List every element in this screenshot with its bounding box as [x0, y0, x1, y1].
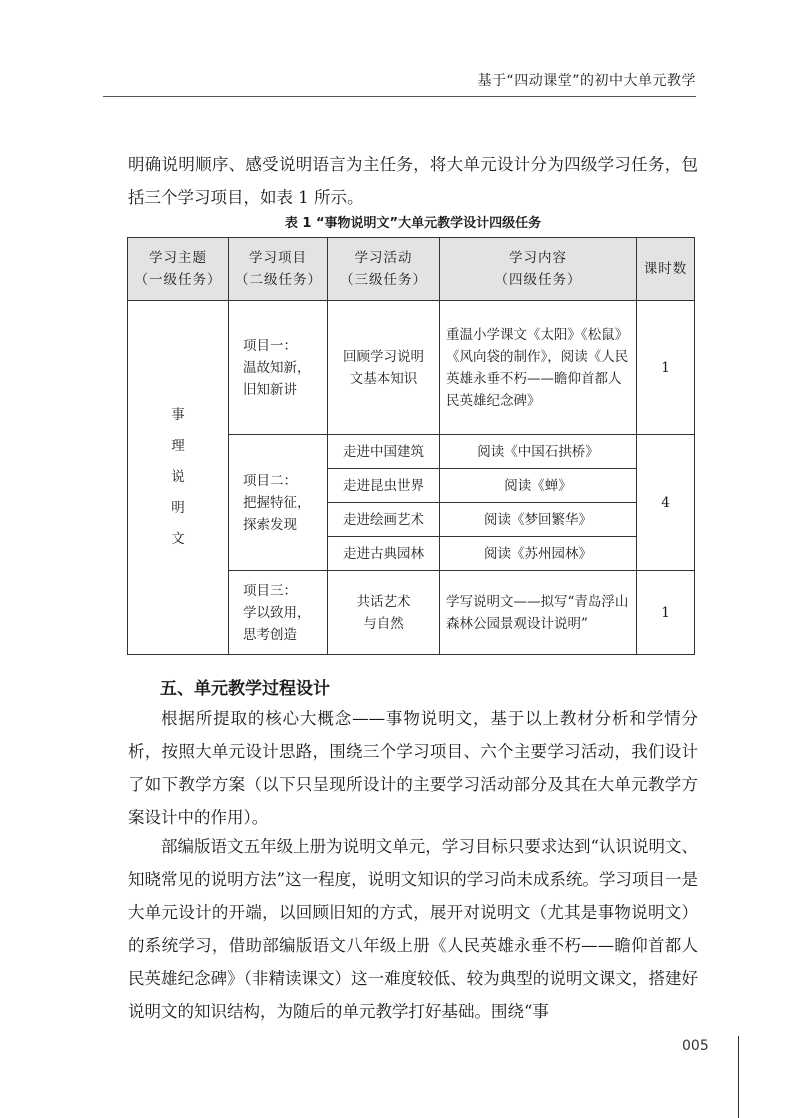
header-project: 学习项目 （二级任务）: [229, 238, 328, 301]
header-hours: 课时数: [637, 238, 695, 301]
topic-cell: [128, 301, 229, 655]
activity-cell: 走进昆虫世界: [328, 469, 440, 503]
header-activity: 学习活动 （三级任务）: [328, 238, 440, 301]
section-heading: 五、单元教学过程设计: [160, 679, 330, 699]
project-cell: 项目二： 把握特征， 探索发现: [229, 435, 328, 571]
activity-cell: 回顾学习说明 文基本知识: [328, 301, 440, 435]
content-cell: 阅读《中国石拱桥》: [440, 435, 637, 469]
table-row: [128, 301, 695, 435]
activity-cell: 走进中国建筑: [328, 435, 440, 469]
hours-cell: 1: [637, 571, 695, 655]
activity-cell: 共话艺术 与自然: [328, 571, 440, 655]
content-cell: 阅读《蝉》: [440, 469, 637, 503]
header-rule: [103, 96, 696, 97]
running-header: 基于“四动课堂”的初中大单元教学: [477, 73, 696, 89]
activity-cell: 走进绘画艺术: [328, 503, 440, 537]
activity-cell: 走进古典园林: [328, 537, 440, 571]
table-header-row: [128, 238, 695, 301]
body-paragraph: 部编版语文五年级上册为说明文单元，学习目标只要求达到“认识说明文、知晓常见的说明方法”这一程度，说明文知识的学习尚未成系统。学习项目一是大单元设计的开端，以回顾旧知的方式，展开对说明文（尤其是事物说明文）的系统学习，借助部编版语文八年级上册《人民英雄永垂不朽——瞻仰首都人民英雄纪念碑》（非精读课文）这一难度较低、较为典型的说明文课文，搭建好说明文的知识结构，为随后的单元教学打好基础。围绕“事: [128, 837, 698, 1021]
page-number-rule: [738, 1036, 739, 1118]
table-caption: 表 1 “事物说明文”大单元教学设计四级任务: [284, 216, 542, 231]
project-cell: 项目三： 学以致用， 思考创造: [229, 571, 328, 655]
topic-text: 事理说明文: [171, 407, 185, 547]
content-cell: 阅读《梦回繁华》: [440, 503, 637, 537]
content-cell: 重温小学课文《太阳》《松鼠》《风向袋的制作》，阅读《人民英雄永垂不朽——瞻仰首都人民英雄纪念碑》: [440, 301, 637, 435]
page-number: 005: [682, 1038, 709, 1054]
content-cell: 阅读《苏州园林》: [440, 537, 637, 571]
project-cell: 项目一： 温故知新， 旧知新讲: [229, 301, 328, 435]
content-cell: 学写说明文——拟写“青岛浮山森林公园景观设计说明”: [440, 571, 637, 655]
hours-cell: 1: [637, 301, 695, 435]
task-table: [127, 237, 695, 655]
intro-paragraph: 明确说明顺序、感受说明语言为主任务，将大单元设计分为四级学习任务，包括三个学习项目，如表 1 所示。: [128, 155, 698, 207]
body-paragraph: 根据所提取的核心大概念——事物说明文，基于以上教材分析和学情分析，按照大单元设计思路，围绕三个学习项目、六个主要学习活动，我们设计了如下教学方案（以下只呈现所设计的主要学习活动部分及其在大单元教学方案设计中的作用）。: [128, 709, 698, 827]
header-content: 学习内容 （四级任务）: [440, 238, 637, 301]
hours-cell: 4: [637, 435, 695, 571]
header-topic: 学习主题 （一级任务）: [128, 238, 229, 301]
